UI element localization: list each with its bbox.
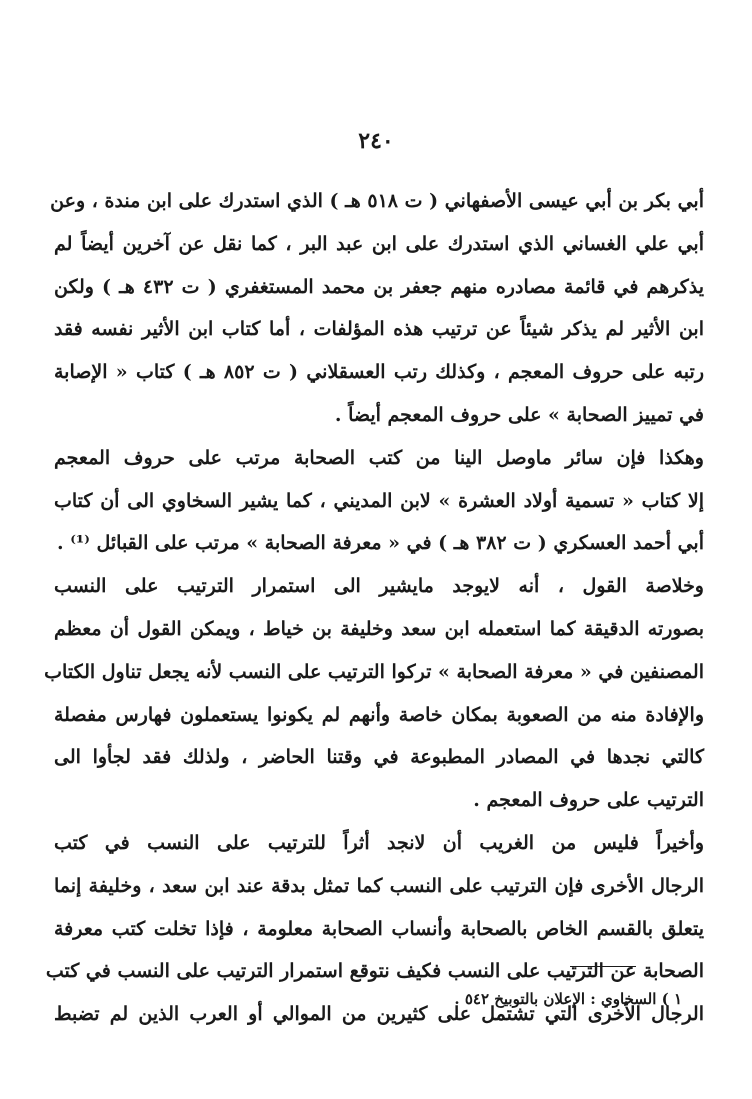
text-line: المصنفين في « معرفة الصحابة » تركوا الترتيب على النسب لأنه يجعل تناول الكتاب — [44, 660, 704, 683]
text-line: الرجال الأخرى فإن الترتيب على النسب كما تمثل بدقة عند ابن سعد ، وخليفة إنما — [54, 874, 704, 897]
text-line: أبي بكر بن أبي عيسى الأصفهاني ( ت ٥١٨ هـ ) الذي استدرك على ابن مندة ، وعن — [50, 190, 704, 212]
text-line: ابن الأثير لم يذكر شيئاً عن ترتيب هذه المؤلفات ، أما كتاب ابن الأثير نفسه فقد — [54, 318, 704, 341]
text-line: يتعلق بالقسم الخاص بالصحابة وأنساب الصحابة معلومة ، فإذا تخلت كتب معرفة — [54, 917, 704, 940]
text-line: يذكرهم في قائمة مصادره منهم جعفر بن محمد المستغفري ( ت ٤٣٢ هـ ) ولكن — [54, 275, 705, 298]
text-line: إلا كتاب « تسمية أولاد العشرة » لابن المديني ، كما يشير السخاوي الى أن كتاب — [54, 489, 704, 512]
page-number: ٢٤٠ — [358, 128, 394, 154]
footnote-divider — [570, 966, 636, 967]
text-line: وهكذا فإن سائر ماوصل الينا من كتب الصحابة مرتب على حروف المعجم — [54, 446, 704, 469]
body-text — [44, 180, 705, 1036]
text-line: بصورته الدقيقة كما استعمله ابن سعد وخليفة بن خياط ، ويمكن القول أن معظم — [54, 617, 704, 640]
text-line: كالتي نجدها في المصادر المطبوعة في وقتنا الحاضر ، ولذلك فقد لجأوا الى — [54, 746, 704, 769]
text-line: الرجال الأخرى التي تشتمل على كثيرين من الموالي أو العرب الذين لم تضبط — [54, 1003, 704, 1026]
text-line: الصحابة عن الترتيب على النسب فكيف نتوقع استمرار الترتيب على النسب في كتب — [45, 960, 704, 983]
text-line: أبي علي الغساني الذي استدرك على ابن عبد البر ، كما نقل عن آخرين أيضاً لم — [54, 232, 704, 255]
footnote: ١ ) السخاوي : الإعلان بالتوبيخ ٥٤٢ . — [454, 990, 682, 1008]
text-line: في تمييز الصحابة » على حروف المعجم أيضاً . — [334, 403, 704, 426]
text-line: الترتيب على حروف المعجم . — [473, 789, 704, 812]
text-line: وخلاصة القول ، أنه لايوجد مايشير الى استمرار الترتيب على النسب — [54, 575, 704, 598]
text-line: رتبه على حروف المعجم ، وكذلك رتب العسقلاني ( ت ٨٥٢ هـ ) كتاب « الإصابة — [54, 361, 704, 384]
text-line: وأخيراً فليس من الغريب أن لانجد أثراً للترتيب على النسب في كتب — [54, 831, 704, 854]
text-line: أبي أحمد العسكري ( ت ٣٨٢ هـ ) في « معرفة الصحابة » مرتب على القبائل ⁽¹⁾ . — [56, 532, 704, 555]
text-line: والإفادة منه من الصعوبة بمكان خاصة وأنهم لم يكونوا يستعملون فهارس مفصلة — [54, 703, 704, 726]
